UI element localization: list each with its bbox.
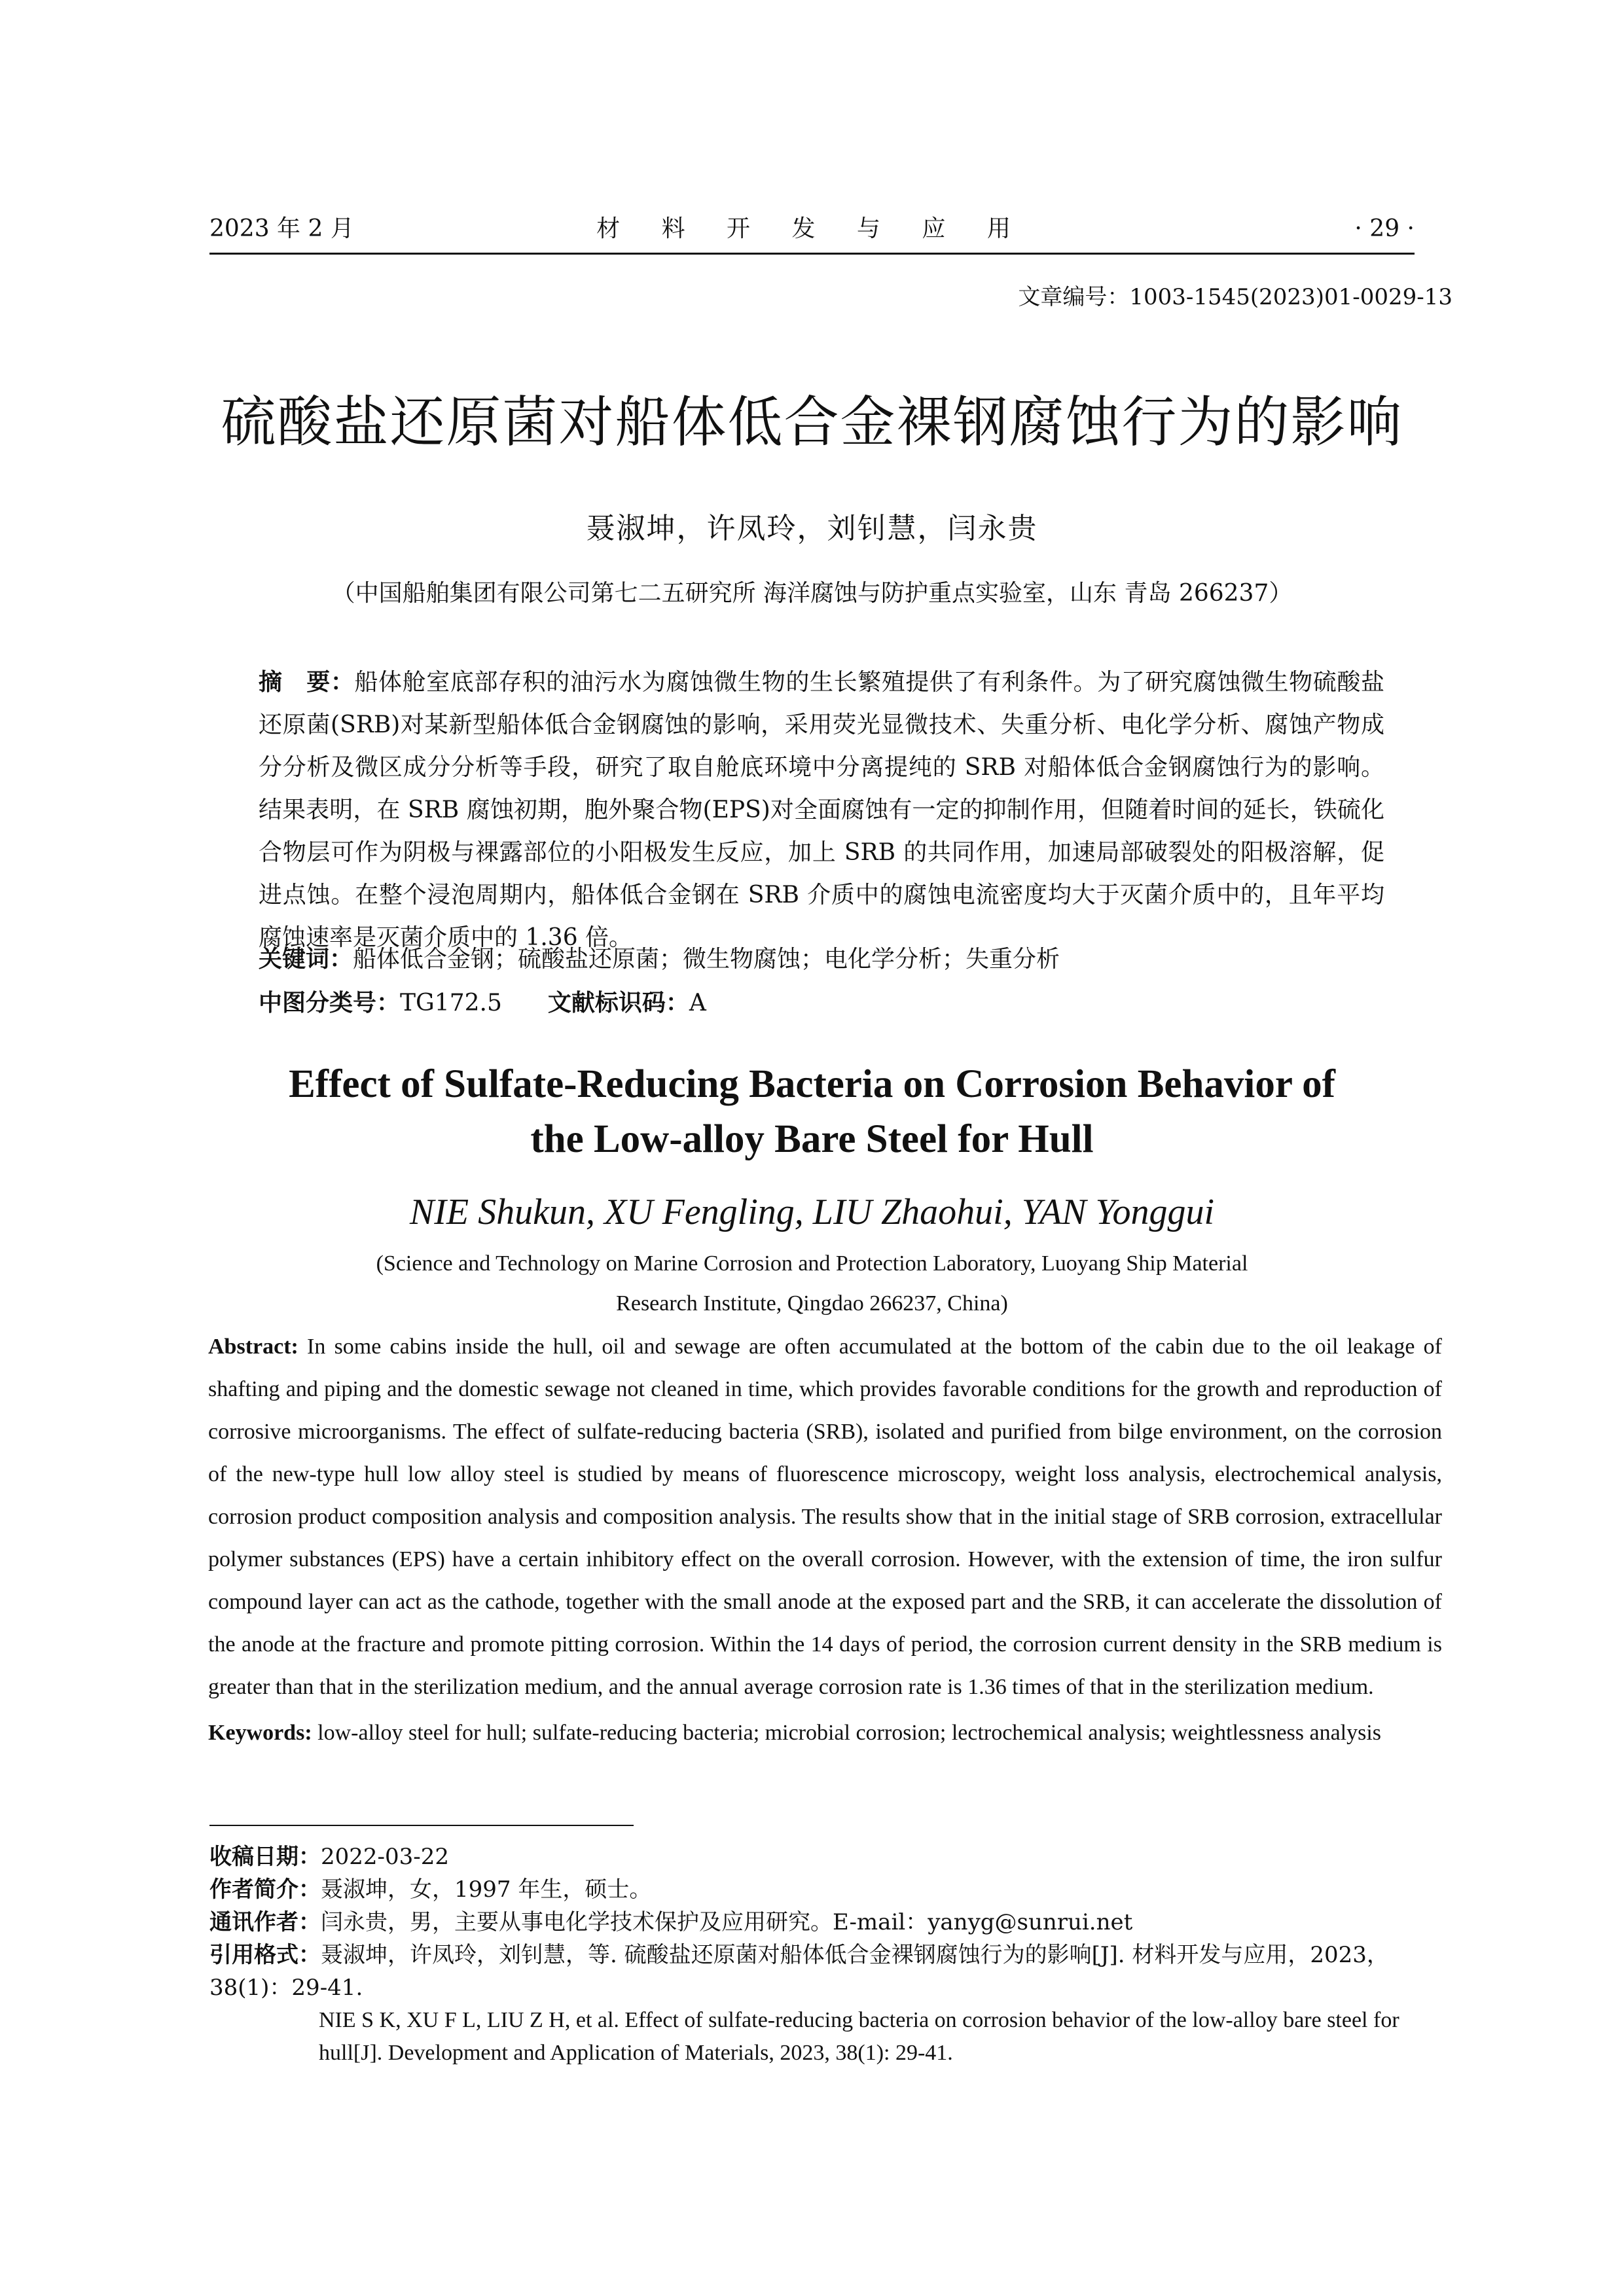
chinese-title: 硫酸盐还原菌对船体低合金裸钢腐蚀行为的影响	[221, 390, 1403, 454]
header-rule	[209, 253, 1415, 255]
chinese-abstract	[259, 661, 1384, 959]
bio-value: 聂淑坤，女，1997 年生，硕士。	[321, 1876, 652, 1903]
footnotes	[209, 1840, 1443, 2070]
chinese-authors: 聂淑坤，许凤玲，刘钊慧，闫永贵	[586, 512, 1038, 545]
doc-code-label: 文献标识码：	[547, 990, 689, 1016]
english-affiliation-line-2: Research Institute, Qingdao 266237, China)	[616, 1291, 1008, 1316]
corr-label: 通讯作者：	[209, 1909, 321, 1935]
corresponding-author	[209, 1906, 1443, 1939]
bio-label: 作者简介：	[209, 1876, 321, 1903]
chinese-keywords	[259, 938, 1384, 980]
clc-label: 中图分类号：	[259, 990, 401, 1016]
article-number: 文章编号：1003-1545(2023)01-0029-13	[1018, 284, 1453, 310]
english-keywords-text: low-alloy steel for hull; sulfate-reducing bacteria; microbial corrosion; lectrochemical analysis; weightlessness analysis	[317, 1721, 1382, 1745]
header-page-number: · 29 ·	[1354, 215, 1415, 242]
cite-label: 引用格式：	[209, 1942, 321, 1968]
received-label: 收稿日期：	[209, 1844, 321, 1870]
citation-format	[209, 1939, 1443, 2004]
english-title	[131, 1057, 1493, 1167]
classification-line	[259, 982, 1384, 1024]
english-affiliation-line-1: (Science and Technology on Marine Corrosion and Protection Laboratory, Luoyang Ship Material	[376, 1251, 1248, 1276]
chinese-keywords-text: 船体低合金钢；硫酸盐还原菌；微生物腐蚀；电化学分析；失重分析	[353, 946, 1060, 973]
footnote-rule	[209, 1825, 634, 1826]
running-header	[209, 211, 1415, 247]
chinese-abstract-text: 船体舱室底部存积的油污水为腐蚀微生物的生长繁殖提供了有利条件。为了研究腐蚀微生物硫酸盐还原菌(SRB)对某新型船体低合金钢腐蚀的影响，采用荧光显微技术、失重分析、电化学分析、腐蚀产物成分分析及微区成分分析等手段，研究了取自舱底环境中分离提纯的 SRB 对船体低合金钢腐蚀行为的影响。结果表明，在 SRB 腐蚀初期，胞外聚合物(EPS)对全面腐蚀有一定的抑制作用，但随着时间的延长，铁硫化合物层可作为阴极与裸露部位的小阳极发生反应，加上 SRB 的共同作用，加速局部破裂处的阳极溶解，促进点蚀。在整个浸泡周期内，船体低合金钢在 SRB 介质中的腐蚀电流密度均大于灭菌介质中的，且年平均腐蚀速率是灭菌介质中的 1.36 倍。	[259, 669, 1384, 951]
english-affiliation	[275, 1244, 1349, 1323]
author-bio	[209, 1873, 1443, 1906]
english-abstract-label: Abstract:	[208, 1335, 298, 1359]
chinese-abstract-label: 摘 要：	[259, 669, 355, 696]
english-abstract	[208, 1325, 1442, 1708]
english-authors: NIE Shukun, XU Fengling, LIU Zhaohui, YAN Yonggui	[409, 1192, 1215, 1232]
received-date	[209, 1840, 1443, 1873]
corr-value: 闫永贵，男，主要从事电化学技术保护及应用研究。E-mail：yanyg@sunrui.net	[321, 1909, 1133, 1935]
english-keywords-label: Keywords:	[208, 1721, 312, 1745]
cite-chinese: 聂淑坤，许凤玲，刘钊慧，等. 硫酸盐还原菌对船体低合金裸钢腐蚀行为的影响[J]. 材料开发与应用，2023，38(1)：29-41.	[209, 1942, 1389, 2001]
received-value: 2022-03-22	[321, 1844, 450, 1870]
english-abstract-text: In some cabins inside the hull, oil and sewage are often accumulated at the bottom of the cabin due to the oil leakage of shafting and piping and the domestic sewage not cleaned in time, which provides favorable conditions for the growth and reproduction of corrosive microorganisms. The effect of sulfate-reducing bacteria (SRB), isolated and purified from bilge environment, on the corrosion of the new-type hull low alloy steel is studied by means of fluorescence microscopy, weight loss analysis, electrochemical analysis, corrosion product composition analysis and composition analysis. The results show that in the initial stage of SRB corrosion, extracellular polymer substances (EPS) have a certain inhibitory effect on the overall corrosion. However, with the extension of time, the iron sulfur compound layer can act as the cathode, together with the small anode at the exposed part and the SRB, it can accelerate the dissolution of the anode at the fracture and promote pitting corrosion. Within the 14 days of period, the corrosion current density in the SRB medium is greater than that in the sterilization medium, and the annual average corrosion rate is 1.36 times of that in the sterilization medium.	[208, 1335, 1442, 1699]
english-keywords	[208, 1712, 1442, 1754]
cite-english: NIE S K, XU F L, LIU Z H, et al. Effect of sulfate-reducing bacteria on corrosion behavior of the low-alloy bare steel for hull[J]. Development and Application of Materials, 2023, 38(1): 29-41.	[319, 2008, 1399, 2065]
chinese-affiliation: （中国船舶集团有限公司第七二五研究所 海洋腐蚀与防护重点实验室，山东 青岛 266237）	[331, 580, 1293, 607]
doc-code-value: A	[689, 990, 706, 1016]
chinese-keywords-label: 关键词：	[259, 946, 353, 973]
clc-value: TG172.5	[400, 990, 502, 1016]
english-title-line-2: the Low-alloy Bare Steel for Hull	[530, 1117, 1094, 1161]
header-date: 2023 年 2 月	[209, 215, 354, 242]
header-journal-name: 材 料 开 发 与 应 用	[596, 215, 1028, 242]
english-title-line-1: Effect of Sulfate-Reducing Bacteria on Corrosion Behavior of	[289, 1062, 1335, 1106]
